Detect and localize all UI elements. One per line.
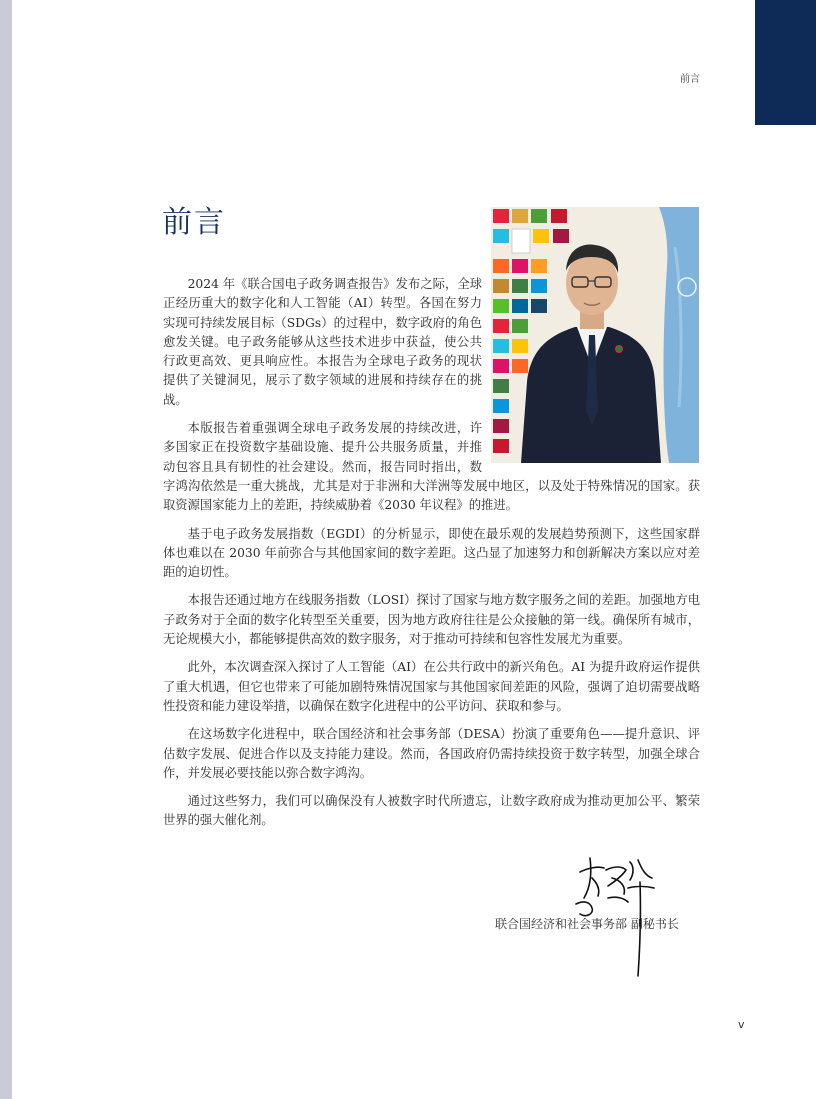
- section-corner-tab: [755, 0, 816, 125]
- foreword-body: [163, 275, 700, 840]
- paragraph-3: 基于电子政务发展指数（EGDI）的分析显示，即使在最乐观的发展趋势预测下，这些国家群体也难以在 2030 年前弥合与其他国家间的数字差距。这凸显了加速努力和创新解决方案以应对差距的迫切性。: [163, 526, 700, 580]
- paragraph-6: 在这场数字化进程中，联合国经济和社会事务部（DESA）扮演了重要角色——提升意识、评估数字发展、促进合作以及支持能力建设。然而，各国政府仍需持续投资于数字转型，加强全球合作，并发展必要技能以弥合数字鸿沟。: [163, 727, 700, 780]
- paragraph-7: 通过这些努力，我们可以确保没有人被数字时代所遗忘，让数字政府成为推动更加公平、繁荣世界的强大催化剂。: [163, 794, 700, 828]
- paragraph-4: 本报告还通过地方在线服务指数（LOSI）探讨了国家与地方数字服务之间的差距。加强地方电子政务对于全面的数字化转型至关重要，因为地方政府往往是公众接触的第一线。确保所有城市，无论规模大小，都能够提供高效的数字服务，对于推动可持续和包容性发展尤为重要。: [163, 593, 700, 647]
- running-header: 前言: [680, 74, 700, 85]
- page-title: 前言: [162, 205, 226, 240]
- page-number: v: [738, 1018, 745, 1031]
- photo-wrap-spacer: [482, 275, 700, 463]
- paragraph-5: 此外，本次调查深入探讨了人工智能（AI）在公共行政中的新兴角色。AI 为提升政府运作提供了重大机遇，但它也带来了可能加剧特殊情况国家与其他国家间差距的风险，强调了迫切需要战略性投资和能力建设举措，以确保在数字化进程中的公平访问、获取和参与。: [163, 660, 700, 713]
- paragraph-1: 2024 年《联合国电子政务调查报告》发布之际，全球正经历重大的数字化和人工智能（AI）转型。各国在努力实现可持续发展目标（SDGs）的过程中，数字政府的角色愈发关键。电子政务能够从这些技术进步中获益，使公共行政更高效、更具响应性。本报告为全球电子政务的现状提供了关键洞见，展示了数字领域的进展和持续存在的挑战。: [163, 277, 482, 407]
- left-margin-bar: [0, 0, 12, 1099]
- paragraph-2: 本版报告着重强调全球电子政务发展的持续改进，许多国家正在投资数字基础设施、提升公共服务质量，并推动包容且具有韧性的社会建设。然而，报告同时指出，数字鸿沟依然是一重大挑战，尤其是对于非洲和大洋洲等发展中地区，以及处于特殊情况的国家。获取资源国家能力上的差距，持续威胁着《2030 年议程》的推进。: [163, 421, 700, 513]
- signature-caption: 联合国经济和社会事务部 副秘书长: [495, 917, 679, 931]
